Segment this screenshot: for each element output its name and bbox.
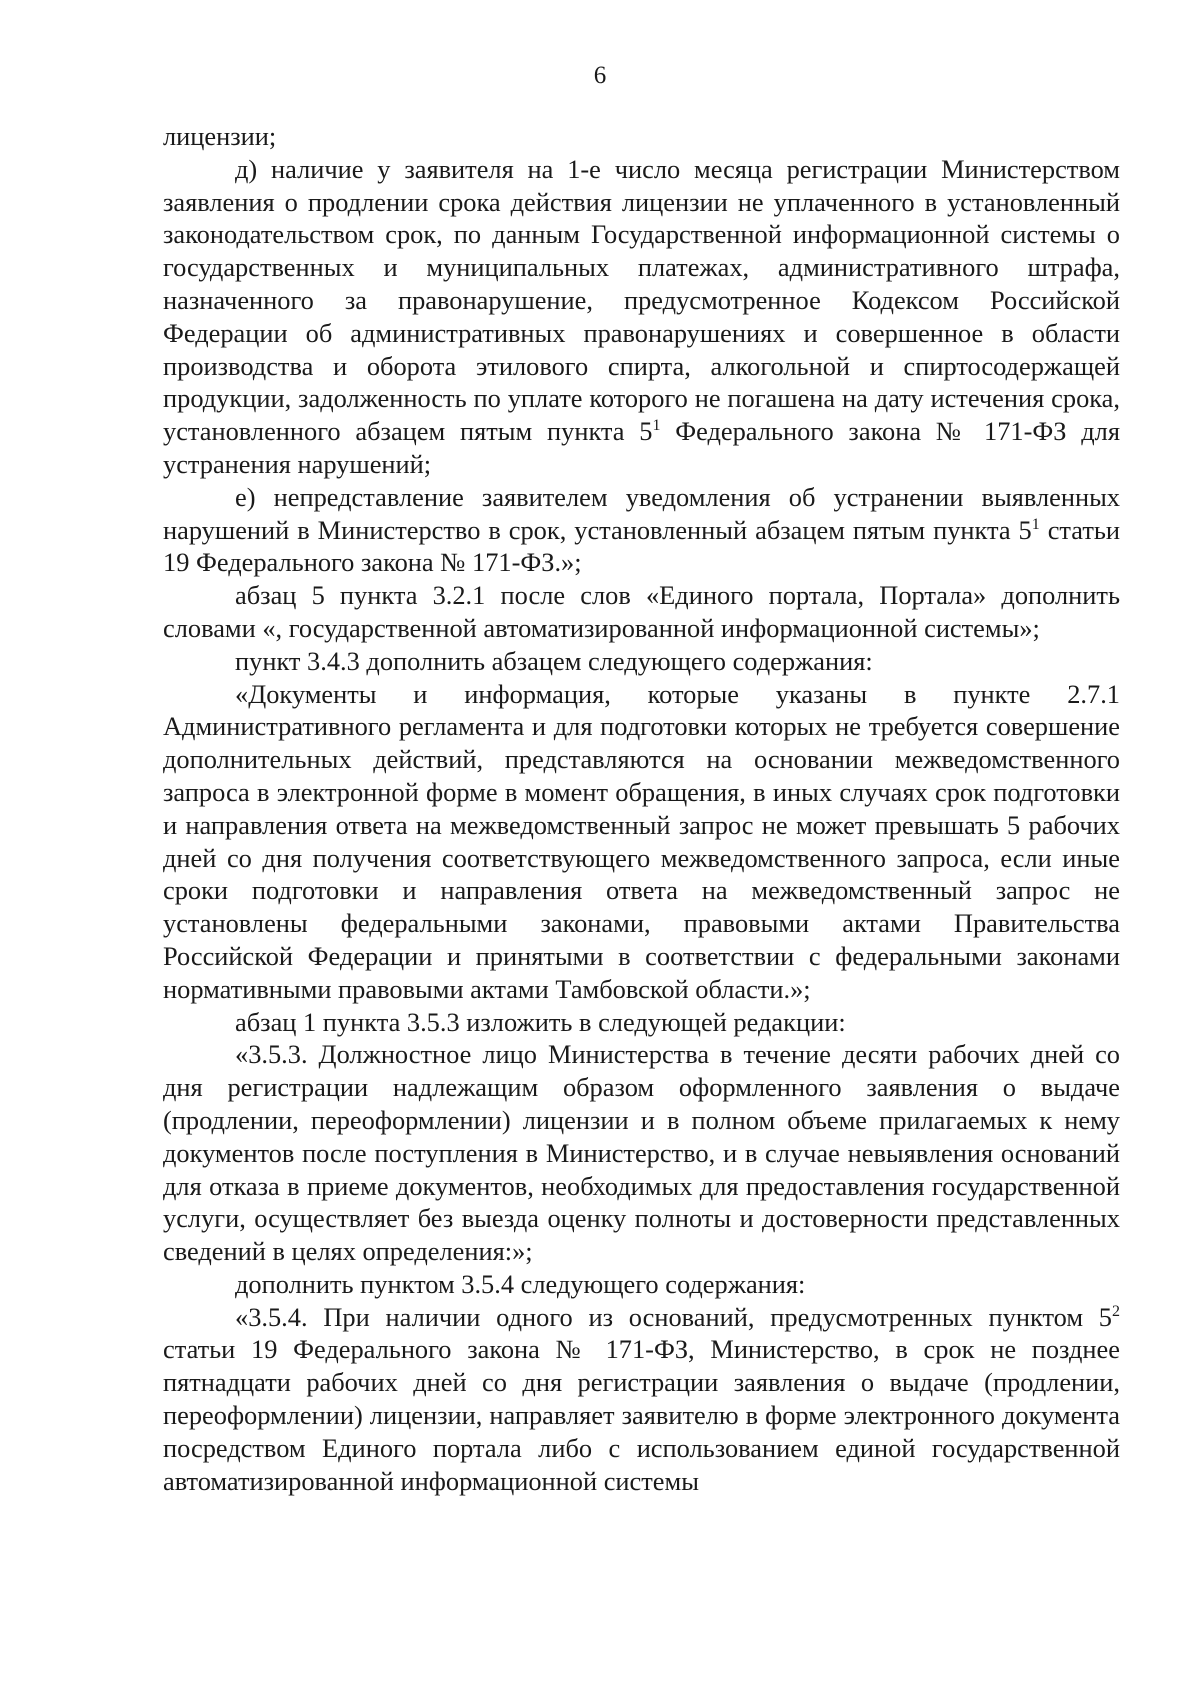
superscript: 2 (1112, 1302, 1120, 1320)
page-number: 6 (593, 62, 607, 89)
paragraph-amend-3-5-4 (163, 1268, 1120, 1301)
paragraph-text: «3.5.4. При наличии одного из оснований, предусмотренных пунктом 5 (235, 1301, 1112, 1332)
paragraph-text-end: статьи 19 Федерального закона № 171-ФЗ.»; (163, 514, 1121, 578)
paragraph-quote-3-5-4 (163, 1301, 1120, 1498)
paragraph-text: е) непредставление заявителем уведомления об устранении выявленных нарушений в Министерство в срок, установленный абзацем пятым пункта 5 (163, 481, 1120, 545)
paragraph-continuation (163, 120, 1120, 153)
superscript: 1 (1031, 515, 1040, 533)
paragraph-text-end: статьи 19 Федерального закона № 171-ФЗ, Министерство, в срок не позднее пятнадцати рабочих дней со дня регистрации заявления о выдаче (продлении, переоформлении) лицензии, направляет заявителю в форме электронного документа посредством Единого портала либо с использованием единой государственной автоматизированной информационной системы (163, 1334, 1120, 1496)
paragraph-text: абзац 1 пункта 3.5.3 изложить в следующей редакции: (235, 1006, 846, 1037)
document-body (163, 120, 1120, 1497)
paragraph-text-end: Федерального закона № 171-ФЗ для устранения нарушений; (163, 416, 1120, 479)
paragraph-text: пункт 3.4.3 дополнить абзацем следующего содержания: (235, 645, 873, 676)
superscript: 1 (652, 417, 661, 435)
paragraph-text: д) наличие у заявителя на 1-е число месяца регистрации Министерством заявления о продлении срока действия лицензии не уплаченного в установленный законодательством срок, по данным Государственной информационной системы о государственных и муниципальных платежах, административного штрафа, назначенного за правонарушение, предусмотренное Кодексом Российской Федерации об административных правонарушениях и совершенное в области производства и оборота этилового спирта, алкогольной и спиртосодержащей продукции, задолженность по уплате которого не погашена на дату истечения срока, установленного абзацем пятым пункта 5 (163, 153, 1120, 447)
paragraph-quote-documents (163, 678, 1120, 1006)
paragraph-text: абзац 5 пункта 3.2.1 после слов «Единого портала, Портала» дополнить словами «, государственной автоматизированной информационной системы»; (163, 580, 1120, 643)
paragraph-text: лицензии; (163, 121, 277, 151)
paragraph-quote-3-5-3 (163, 1038, 1120, 1268)
paragraph-text: «3.5.3. Должностное лицо Министерства в течение десяти рабочих дней со дня регистрации надлежащим образом оформленного заявления о выдаче (продлении, переоформлении) лицензии и в полном объеме прилагаемых к нему документов после поступления в Министерство, и в случае невыявления оснований для отказа в приеме документов, необходимых для предоставления государственной услуги, осуществляет без выезда оценку полноты и достоверности представленных сведений в целях определения:»; (163, 1039, 1120, 1267)
paragraph-amend-3-4-3 (163, 645, 1120, 678)
paragraph-amend-3-5-3 (163, 1006, 1120, 1039)
paragraph-text: «Документы и информация, которые указаны в пункте 2.7.1 Административного регламента и для подготовки которых не требуется совершение дополнительных действий, представляются на основании межведомственного запроса в электронной форме в момент обращения, в иных случаях срок подготовки и направления ответа на межведомственный запрос не может превышать 5 рабочих дней со дня получения соответствующего межведомственного запроса, если иные сроки подготовки и направления ответа на межведомственный запрос не установлены федеральными законами, правовыми актами Правительства Российской Федерации и принятыми в соответствии с федеральными законами нормативными правовыми актами Тамбовской области.»; (163, 678, 1120, 1004)
paragraph-item-d (163, 153, 1120, 481)
paragraph-item-e (163, 481, 1120, 579)
paragraph-text: дополнить пунктом 3.5.4 следующего содержания: (235, 1268, 806, 1299)
paragraph-amend-3-2-1 (163, 579, 1120, 645)
